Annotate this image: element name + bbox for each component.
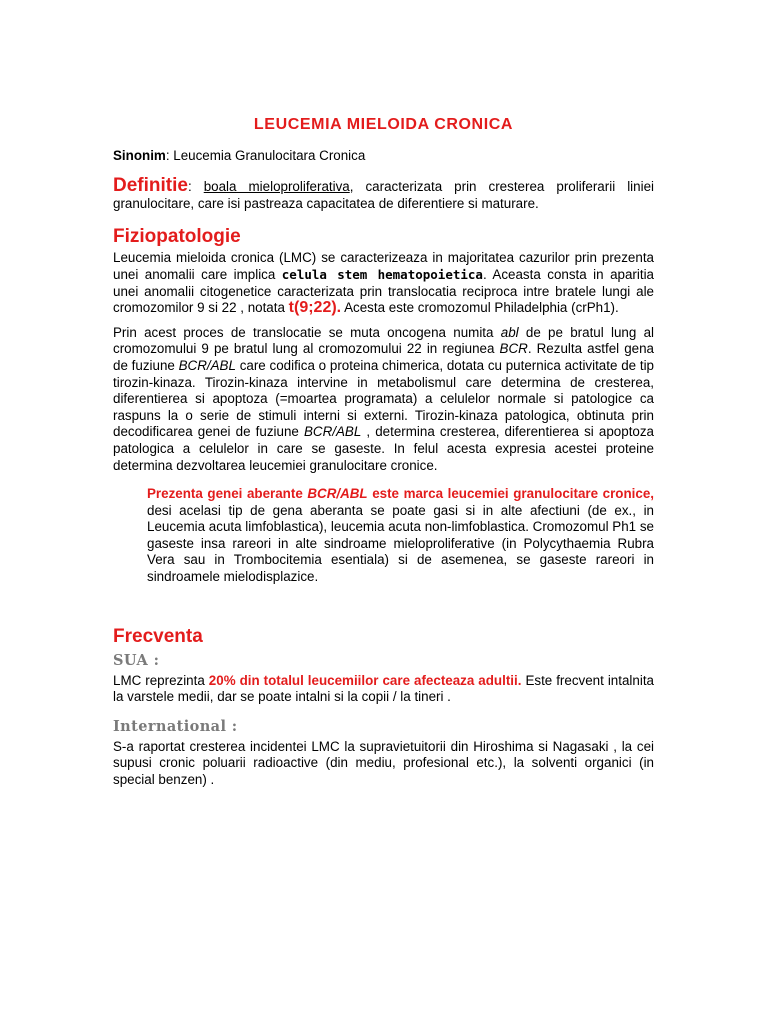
text-run: . Aceasta consta in aparitia unei anomalii citogenetice caracterizata prin translocatia reciproca intre bratele lungi ale cromozomilor 9 si 22 , notata bbox=[113, 266, 654, 316]
abl-term: abl bbox=[500, 324, 519, 340]
definitie-label: Definitie bbox=[113, 175, 188, 197]
bcr-abl-term: BCR/ABL bbox=[303, 424, 362, 440]
sinonim-text: : Leucemia Granulocitara Cronica bbox=[165, 147, 366, 163]
frecventa-heading: Frecventa bbox=[113, 625, 203, 647]
text-run: Acesta este cromozomul Philadelphia (crPh1). bbox=[341, 300, 619, 316]
bcr-abl-term: BCR/ABL bbox=[307, 486, 368, 502]
text-run: desi acelasi tip de gena aberanta se poate gasi si in alte afectiuni (de ex., in Leucemia acuta limfoblastica), leucemia acuta non-limfoblastica. Cromozomul Ph1 se gaseste insa rareori in alte sindroame mieloproliferative (in Polycythaemia Rubra Vera sau in Trombocitemia esentiala) si de asemenea, se gaseste rareori in sindroamele mielodisplazice. bbox=[147, 502, 654, 585]
international-heading: International : bbox=[113, 717, 238, 735]
highlight-run: 20% din totalul leucemiilor care afecteaza adultii. bbox=[208, 672, 522, 688]
fiziopatologie-paragraph-1 bbox=[113, 250, 654, 316]
text-run: Leucemia mieloida cronica (LMC) se caracterizeaza in majoritatea cazurilor prin prezenta unei anomalii care implica bbox=[113, 250, 654, 282]
spacer bbox=[113, 586, 654, 612]
fiziopatologie-heading: Fiziopatologie bbox=[113, 226, 241, 248]
text-run: Prin acest proces de translocatie se muta oncogena numita bbox=[113, 324, 501, 340]
text-run: Este frecvent intalnita la varstele medii, dar se poate intalni si la copii / la tineri . bbox=[113, 672, 654, 705]
bcr-abl-term: BCR/ABL bbox=[178, 357, 236, 373]
definitie-colon: : bbox=[187, 179, 204, 195]
definitie-text: , caracterizata prin cresterea proliferarii liniei granulocitare, care isi pastreaza capacitatea de diferentiere si maturare. bbox=[113, 179, 654, 211]
document-body bbox=[113, 117, 654, 789]
highlight-run: Prezenta genei aberante bbox=[147, 486, 308, 502]
fiziopatologie-paragraph-2 bbox=[113, 325, 654, 474]
sinonim-line bbox=[113, 148, 654, 165]
text-run: de pe bratul lung al cromozomului 9 pe bratul lung al cromozomului 22 in regiunea bbox=[113, 324, 654, 357]
celula-stem-term: celula stem hematopoietica bbox=[281, 266, 483, 282]
international-paragraph: S-a raportat cresterea incidentei LMC la supravietuitorii din Hiroshima si Nagasaki , la cei supusi cronic poluarii radioactive (din mediu, profesional etc.), la solventi organici (in special benzen) . bbox=[113, 738, 654, 788]
definitie-paragraph bbox=[113, 175, 654, 212]
text-run: care codifica o proteina chimerica, dotata cu puternica activitate de tip tirozin-kinaza. Tirozin-kinaza intervine in metabolismul care determina de cresterea, diferentierea si apoptoza (=moartea programata) a celulelor normale si patologice ca raspuns la o serie de stimuli interni si externi. Tirozin-kinaza patologica, obtinuta prin decodificarea genei de fuziune bbox=[113, 357, 654, 440]
highlight-run: este marca leucemiei granulocitare cronice, bbox=[367, 486, 654, 502]
translocation-notation: t(9;22). bbox=[288, 299, 342, 317]
text-run: LMC reprezinta bbox=[113, 672, 209, 688]
sua-paragraph bbox=[113, 673, 654, 706]
fiziopatologie-paragraph-3 bbox=[147, 486, 654, 586]
document-title: LEUCEMIA MIELOIDA CRONICA bbox=[253, 116, 514, 133]
text-run: . Rezulta astfel gena de fuziune bbox=[113, 341, 654, 373]
bcr-term: BCR bbox=[499, 341, 528, 357]
sinonim-label: Sinonim bbox=[113, 147, 166, 163]
sua-heading: SUA : bbox=[113, 651, 160, 669]
definitie-term: boala mieloproliferativa bbox=[203, 179, 350, 195]
text-run: , determina cresterea, diferentierea si apoptoza patologica a celulelor in care se gaseste. In felul acesta expresia acestei proteine determina dezvoltarea leucemiei granulocitare cronice. bbox=[113, 424, 654, 473]
